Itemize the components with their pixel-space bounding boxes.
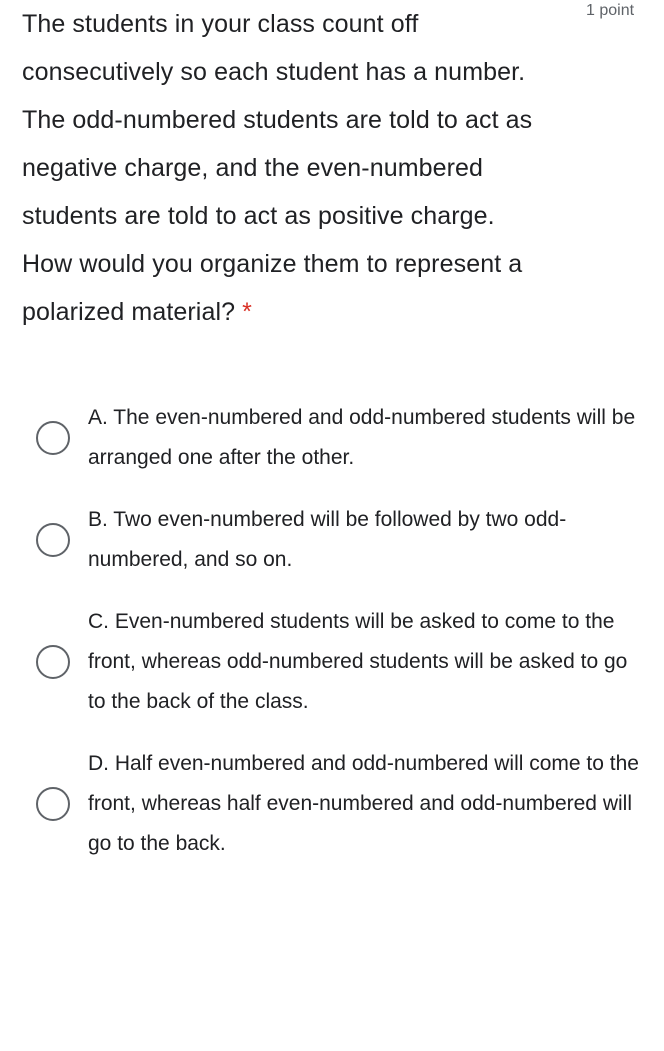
options-list	[22, 398, 642, 864]
required-asterisk: *	[242, 298, 253, 326]
question-text: The students in your class count off consecutively so each student has a number. The odd-numbered students are told to act as negative charge, and the even-numbered students are told to act as positive charge. How would you organize them to represent a polarized material?	[22, 10, 533, 326]
option-row-d[interactable]	[28, 744, 642, 864]
option-row-b[interactable]	[28, 500, 642, 580]
radio-button-icon-d[interactable]	[36, 787, 70, 821]
option-label-c[interactable]: C. Even-numbered students will be asked to come to the front, whereas odd-numbered students will be asked to go to the back of the class.	[88, 610, 628, 713]
radio-button-icon-c[interactable]	[36, 645, 70, 679]
option-label-a[interactable]: A. The even-numbered and odd-numbered students will be arranged one after the other.	[88, 406, 636, 469]
option-row-c[interactable]	[28, 602, 642, 722]
option-label-d[interactable]: D. Half even-numbered and odd-numbered will come to the front, whereas half even-numbered and odd-numbered will go to the back.	[88, 752, 639, 855]
points-label: 1 point	[586, 2, 635, 19]
radio-button-icon-b[interactable]	[36, 523, 70, 557]
question-title	[22, 0, 642, 336]
option-label-b[interactable]: B. Two even-numbered will be followed by two odd-numbered, and so on.	[88, 508, 567, 571]
radio-button-icon-a[interactable]	[36, 421, 70, 455]
option-row-a[interactable]	[28, 398, 642, 478]
